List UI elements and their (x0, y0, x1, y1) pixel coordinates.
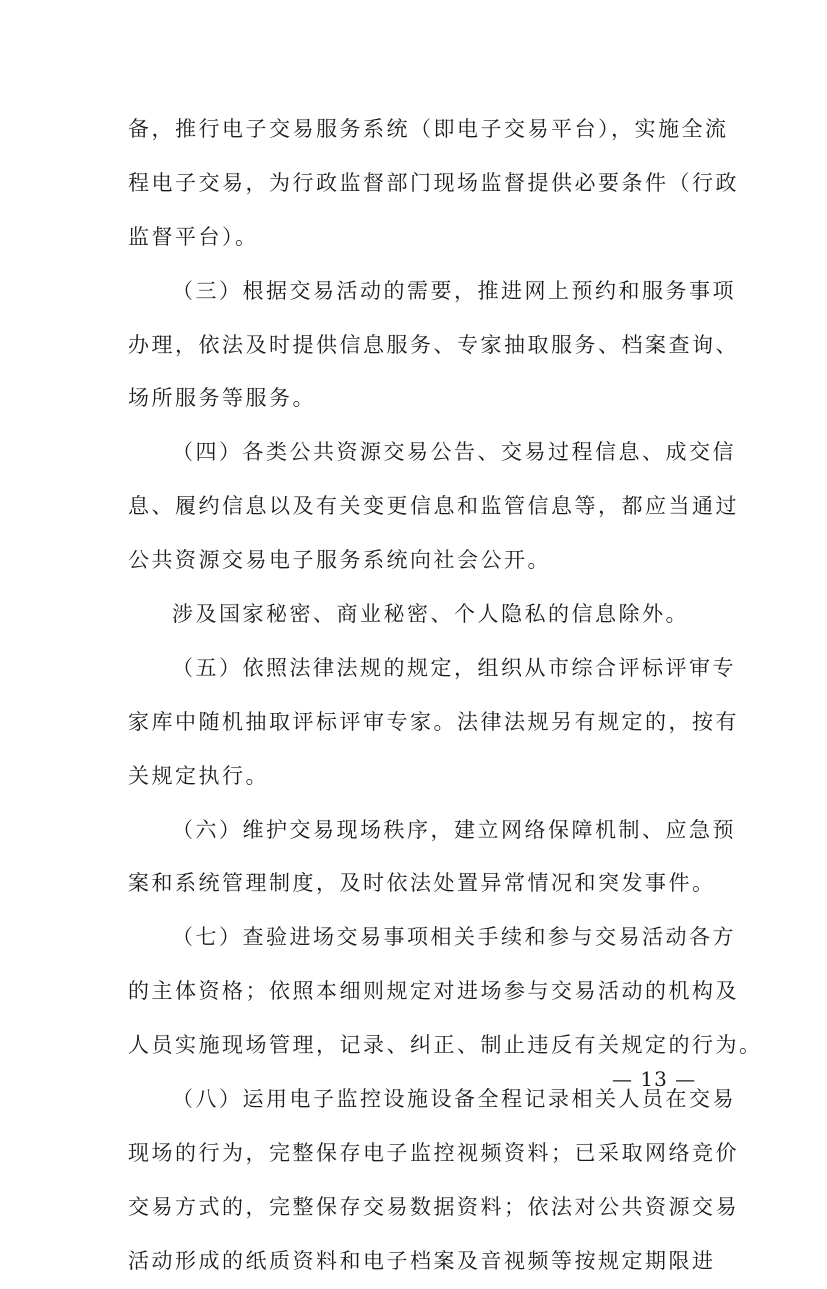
text-line: 的主体资格；依照本细则规定对进场参与交易活动的机构及 (128, 979, 739, 1004)
text-line: （五）依照法律法规的规定，组织从市综合评标评审专 (172, 655, 736, 680)
text-line: 办理，依法及时提供信息服务、专家抽取服务、档案查询、 (128, 332, 739, 357)
text-line: 活动形成的纸质资料和电子档案及音视频等按规定期限进 (128, 1248, 716, 1273)
text-line: 关规定执行。 (128, 763, 269, 788)
text-line: 监督平台）。 (128, 224, 259, 249)
text-line: 涉及国家秘密、商业秘密、个人隐私的信息除外。 (172, 602, 689, 627)
text-line: 场所服务等服务。 (128, 386, 316, 411)
text-line: 家库中随机抽取评标评审专家。法律法规另有规定的，按有 (128, 709, 739, 734)
text-line: （八）运用电子监控设施设备全程记录相关人员在交易 (172, 1087, 736, 1112)
text-line: （七）查验进场交易事项相关手续和参与交易活动各方 (172, 925, 736, 950)
text-line: （六）维护交易现场秩序，建立网络保障机制、应急预 (172, 817, 736, 842)
text-line: 人员实施现场管理，记录、纠正、制止违反有关规定的行为。 (128, 1033, 763, 1058)
text-line: 公共资源交易电子服务系统向社会公开。 (128, 548, 551, 573)
text-line: 交易方式的，完整保存交易数据资料；依法对公共资源交易 (128, 1194, 739, 1219)
text-line: 备，推行电子交易服务系统（即电子交易平台），实施全流 (128, 117, 729, 141)
page-number: — 13 — (612, 1067, 697, 1091)
text-line: 现场的行为，完整保存电子监控视频资料；已采取网络竞价 (128, 1140, 739, 1165)
text-line: （四）各类公共资源交易公告、交易过程信息、成交信 (172, 440, 736, 465)
text-line: 案和系统管理制度，及时依法处置异常情况和突发事件。 (128, 871, 716, 896)
body-text (128, 103, 763, 1289)
text-line: 程电子交易，为行政监督部门现场监督提供必要条件（行政 (128, 170, 739, 195)
text-line: 息、履约信息以及有关变更信息和监管信息等，都应当通过 (128, 494, 739, 519)
text-line: （三）根据交易活动的需要，推进网上预约和服务事项 (172, 278, 736, 303)
